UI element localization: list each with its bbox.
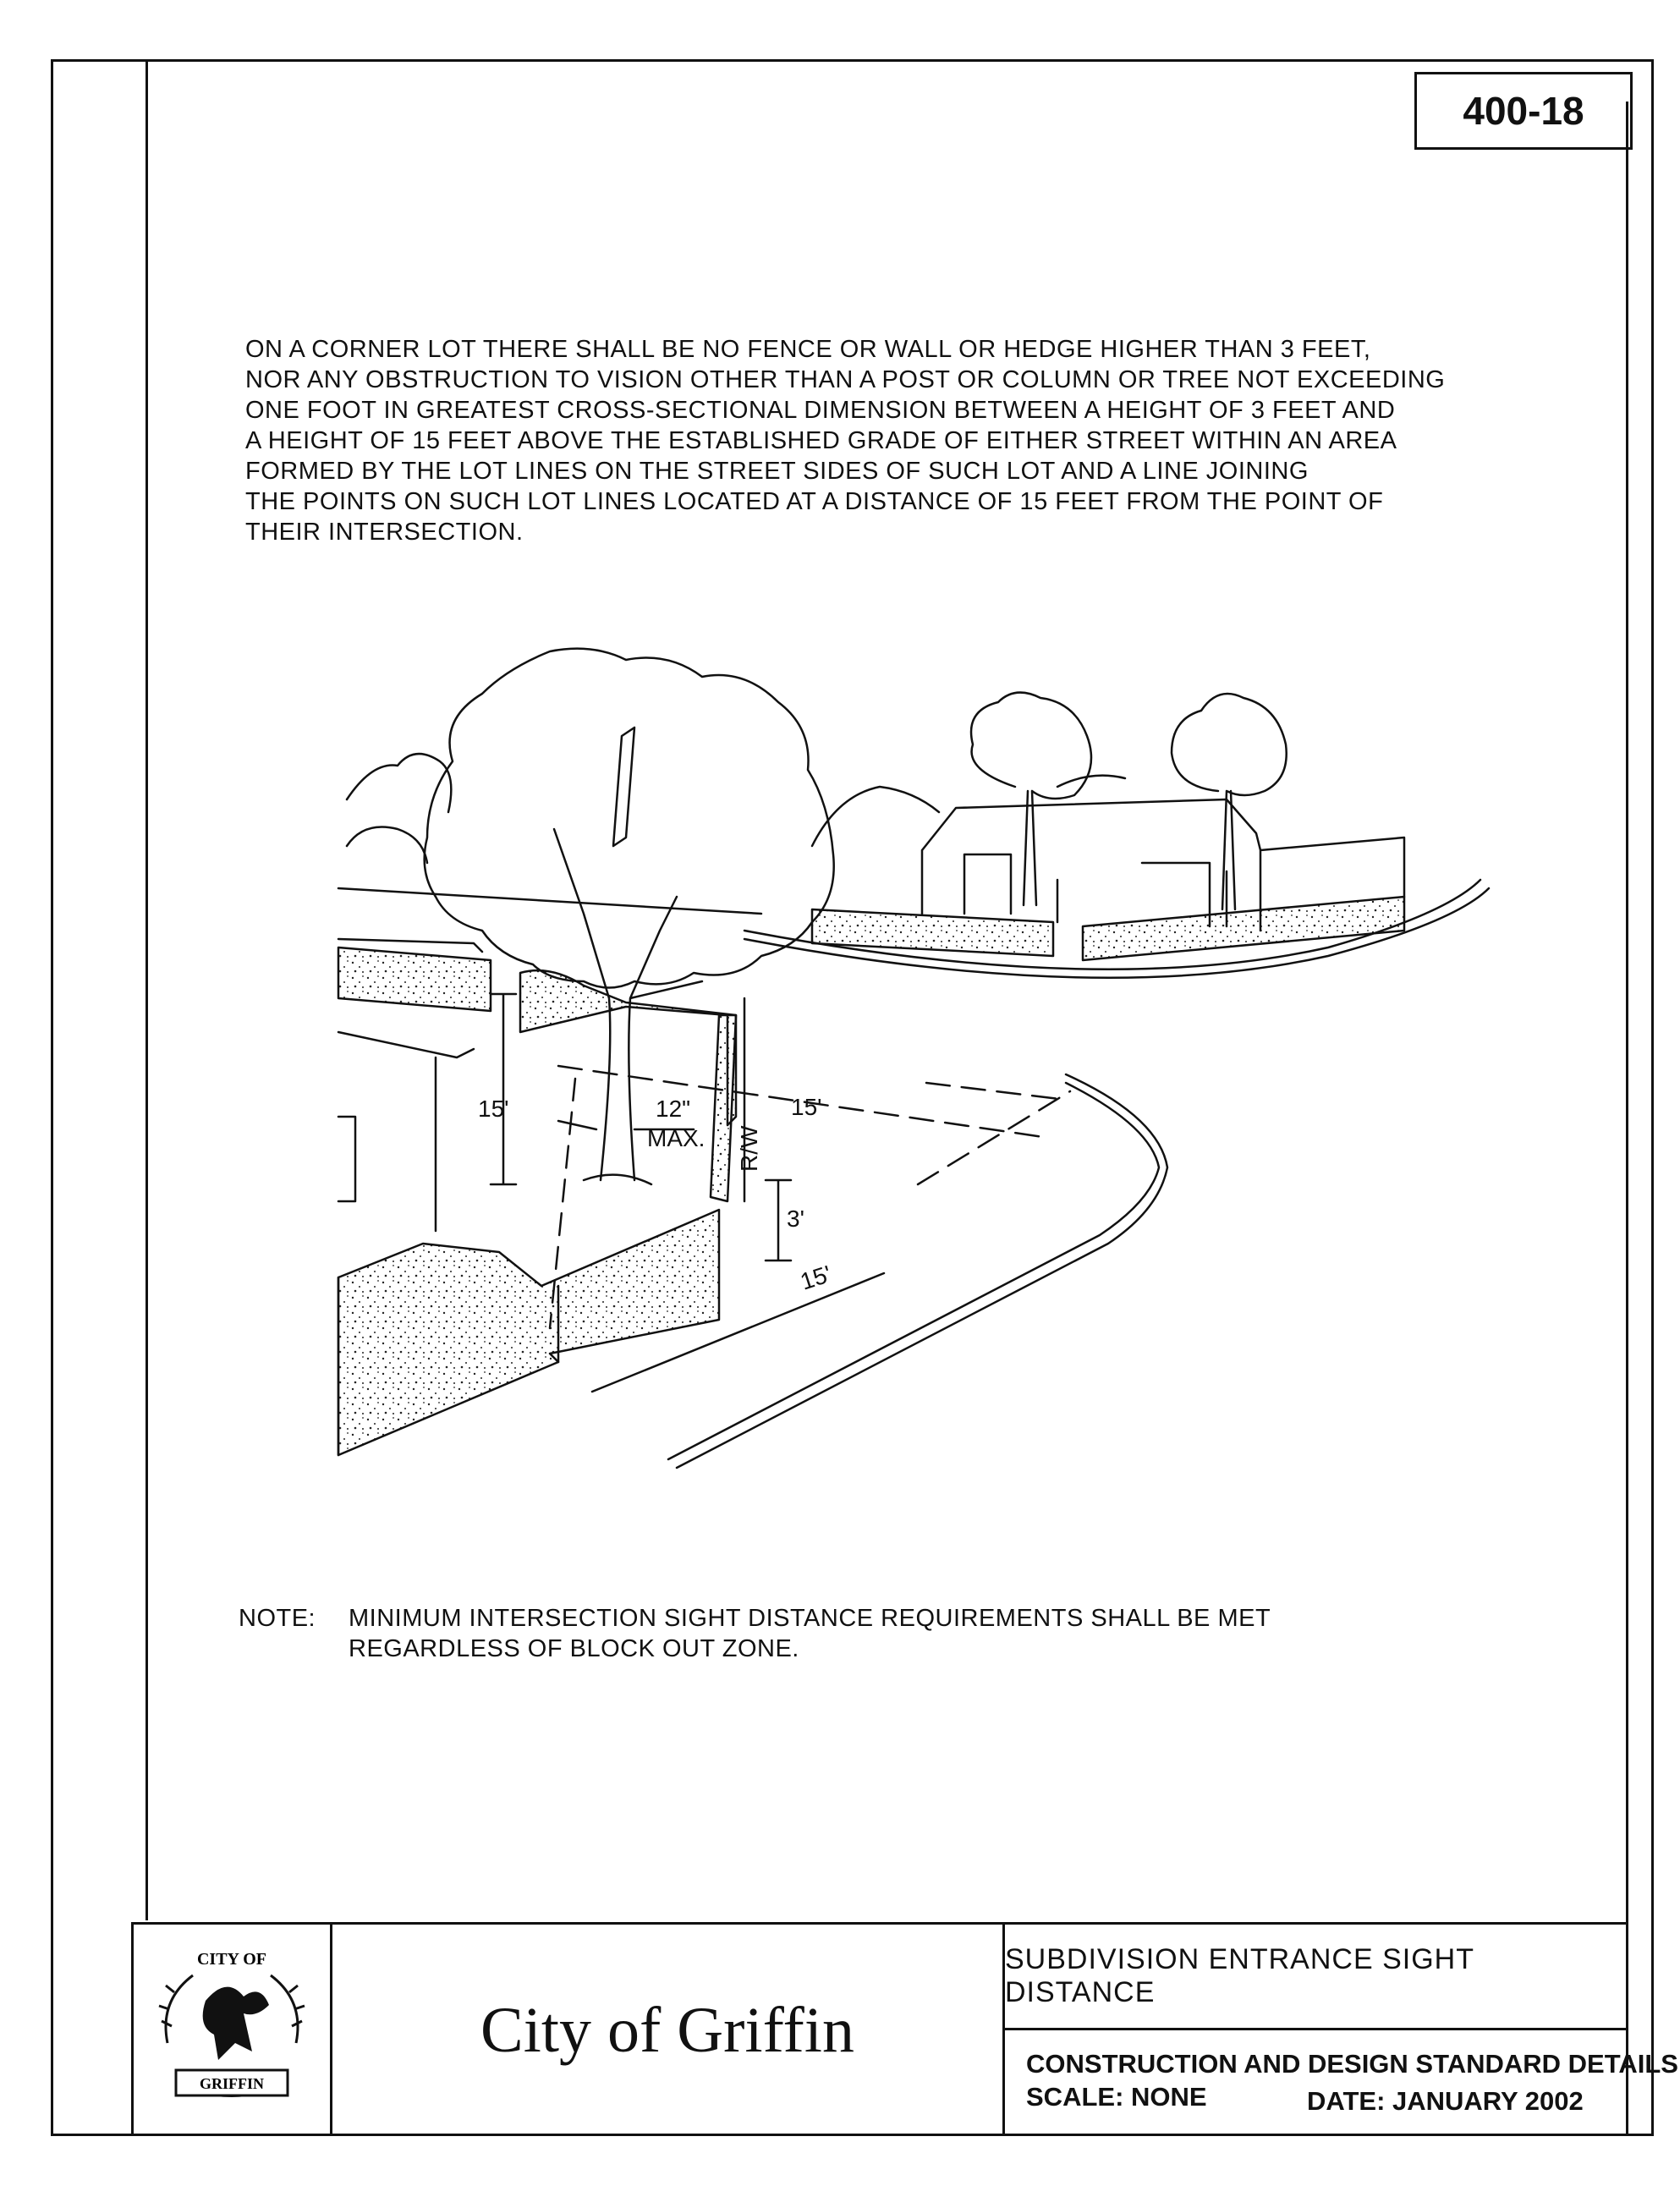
background-hedge (812, 776, 1125, 846)
upper-left-wall (338, 947, 491, 1011)
dim-15-height (491, 994, 516, 1184)
drawing-title: SUBDIVISION ENTRANCE SIGHT DISTANCE (1005, 1925, 1628, 2030)
city-seal-logo (131, 1925, 332, 2136)
dim-label-15-top: 15' (791, 1094, 822, 1120)
standard-label: CONSTRUCTION AND DESIGN STANDARD DETAILS (1026, 2049, 1678, 2079)
note-text: MINIMUM INTERSECTION SIGHT DISTANCE REQUIREMENTS SHALL BE MET REGARDLESS OF BLOCK OUT ZONE. (349, 1605, 1271, 1662)
dim-label-3: 3' (787, 1206, 804, 1232)
background-shrubs (347, 754, 451, 863)
city-name: City of Griffin (332, 1925, 1005, 2136)
lower-wall (338, 1210, 719, 1455)
requirement-text: ON A CORNER LOT THERE SHALL BE NO FENCE OR WALL OR HEDGE HIGHER THAN 3 FEET, NOR ANY OBSTRUCTION TO VISION OTHER THAN A POST OR COLUMN OR TREE NOT EXCEEDING ONE FOOT IN GREATEST CROSS-SECTIONAL DIMENSION BETWEEN A HEIGHT OF 3 FEET AND A HEIGHT OF 15 FEET ABOVE THE ESTABLISHED GRADE OF EITHER STREET WITHIN AN AREA FORMED BY THE LOT LINES ON THE STREET SIDES OF SUCH LOT AND A LINE JOINING THE POINTS ON SUCH LOT LINES LOCATED AT A DISTANCE OF 15 FEET FROM THE POINT OF THEIR INTERSECTION. (245, 336, 1446, 546)
right-wall-2 (1083, 897, 1404, 960)
date-label: DATE: JANUARY 2002 (1307, 2086, 1584, 2116)
title-block (131, 1922, 1678, 2136)
corner-lot-sight-diagram (313, 626, 1497, 1523)
dim-label-15-height: 15' (478, 1096, 509, 1122)
left-building (338, 888, 761, 1231)
binding-margin-line (145, 59, 148, 1920)
griffin-seal-icon (134, 1925, 330, 2136)
row-label: R/W (736, 1125, 762, 1172)
small-tree-1 (971, 693, 1091, 905)
dim-label-15-bottom: 15' (797, 1260, 835, 1295)
seal-text-bottom: GRIFFIN (200, 2075, 264, 2092)
note-label: NOTE: (239, 1605, 316, 1632)
tree-canopy-gap (613, 728, 634, 846)
inner-border-line (1626, 102, 1628, 2136)
sheet-number: 400-18 (1414, 72, 1633, 150)
sight-line-right (558, 1066, 1070, 1184)
dim-label-12: 12" (656, 1096, 691, 1122)
corner-wall-post (711, 1015, 736, 1201)
scale-label: SCALE: NONE (1026, 2082, 1207, 2112)
seal-text-top: CITY OF (196, 1950, 267, 1969)
dim-label-max: MAX. (647, 1125, 705, 1151)
